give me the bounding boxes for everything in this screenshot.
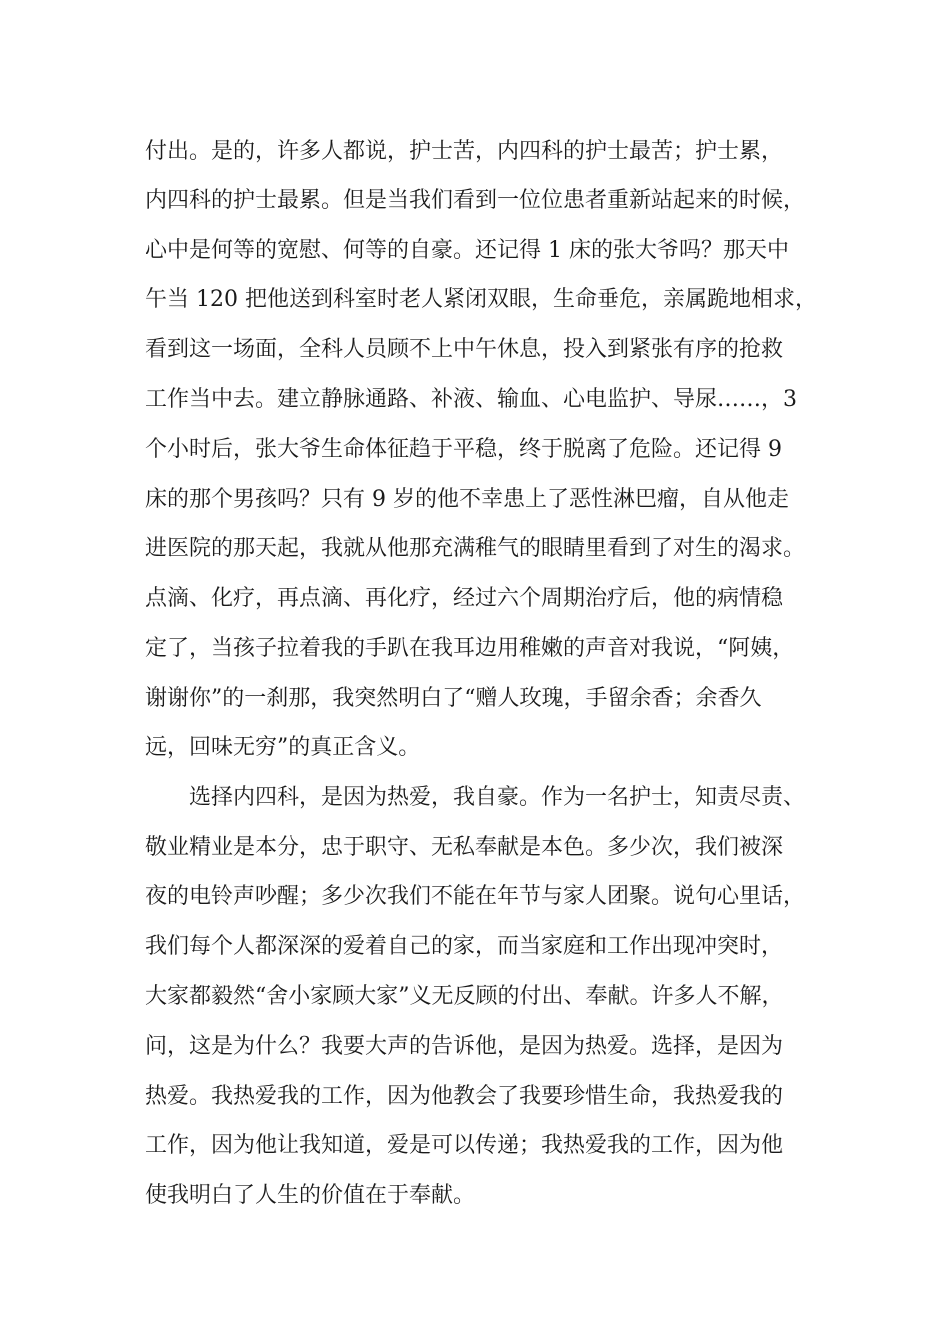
text-line: 个小时后，张大爷生命体征趋于平稳，终于脱离了危险。还记得 9 — [145, 437, 782, 462]
text-line: 工作当中去。建立静脉通路、补液、输血、心电监护、导尿……，3 — [145, 387, 797, 412]
text-line: 敬业精业是本分，忠于职守、无私奉献是本色。多少次，我们被深 — [145, 835, 784, 860]
text-line: 远，回味无穷”的真正含义。 — [145, 735, 421, 760]
text-line: 付出。是的，许多人都说，护士苦，内四科的护士最苦；护士累， — [145, 139, 784, 164]
text-line: 进医院的那天起，我就从他那充满稚气的眼睛里看到了对生的渴求。 — [145, 536, 806, 561]
text-line: 我们每个人都深深的爱着自己的家，而当家庭和工作出现冲突时， — [145, 934, 784, 959]
text-line: 使我明白了人生的价值在于奉献。 — [145, 1183, 476, 1208]
text-line: 问，这是为什么？我要大声的告诉他，是因为热爱。选择，是因为 — [145, 1034, 784, 1059]
text-line: 看到这一场面，全科人员顾不上中午休息，投入到紧张有序的抢救 — [145, 337, 784, 362]
text-line: 谢谢你”的一刹那，我突然明白了“赠人玫瑰，手留余香；余香久 — [145, 686, 762, 711]
text-line: 内四科的护士最累。但是当我们看到一位位患者重新站起来的时候， — [145, 188, 806, 213]
text-line: 定了，当孩子拉着我的手趴在我耳边用稚嫩的声音对我说，“阿姨， — [145, 636, 795, 661]
text-line: 热爱。我热爱我的工作，因为他教会了我要珍惜生命，我热爱我的 — [145, 1084, 784, 1109]
text-line: 心中是何等的宽慰、何等的自豪。还记得 1 床的张大爷吗？那天中 — [145, 238, 789, 263]
text-line: 床的那个男孩吗？只有 9 岁的他不幸患上了恶性淋巴瘤，自从他走 — [145, 487, 789, 512]
text-line: 大家都毅然“舍小家顾大家”义无反顾的付出、奉献。许多人不解， — [145, 984, 784, 1009]
text-line: 夜的电铃声吵醒；多少次我们不能在年节与家人团聚。说句心里话， — [145, 884, 806, 909]
paragraph-first-line: 选择内四科，是因为热爱，我自豪。作为一名护士，知责尽责、 — [189, 785, 806, 810]
text-line: 午当 120 把他送到科室时老人紧闭双眼，生命垂危，亲属跪地相求， — [145, 287, 817, 312]
text-line: 工作，因为他让我知道，爱是可以传递；我热爱我的工作，因为他 — [145, 1133, 784, 1158]
text-line: 点滴、化疗，再点滴、再化疗，经过六个周期治疗后，他的病情稳 — [145, 586, 784, 611]
